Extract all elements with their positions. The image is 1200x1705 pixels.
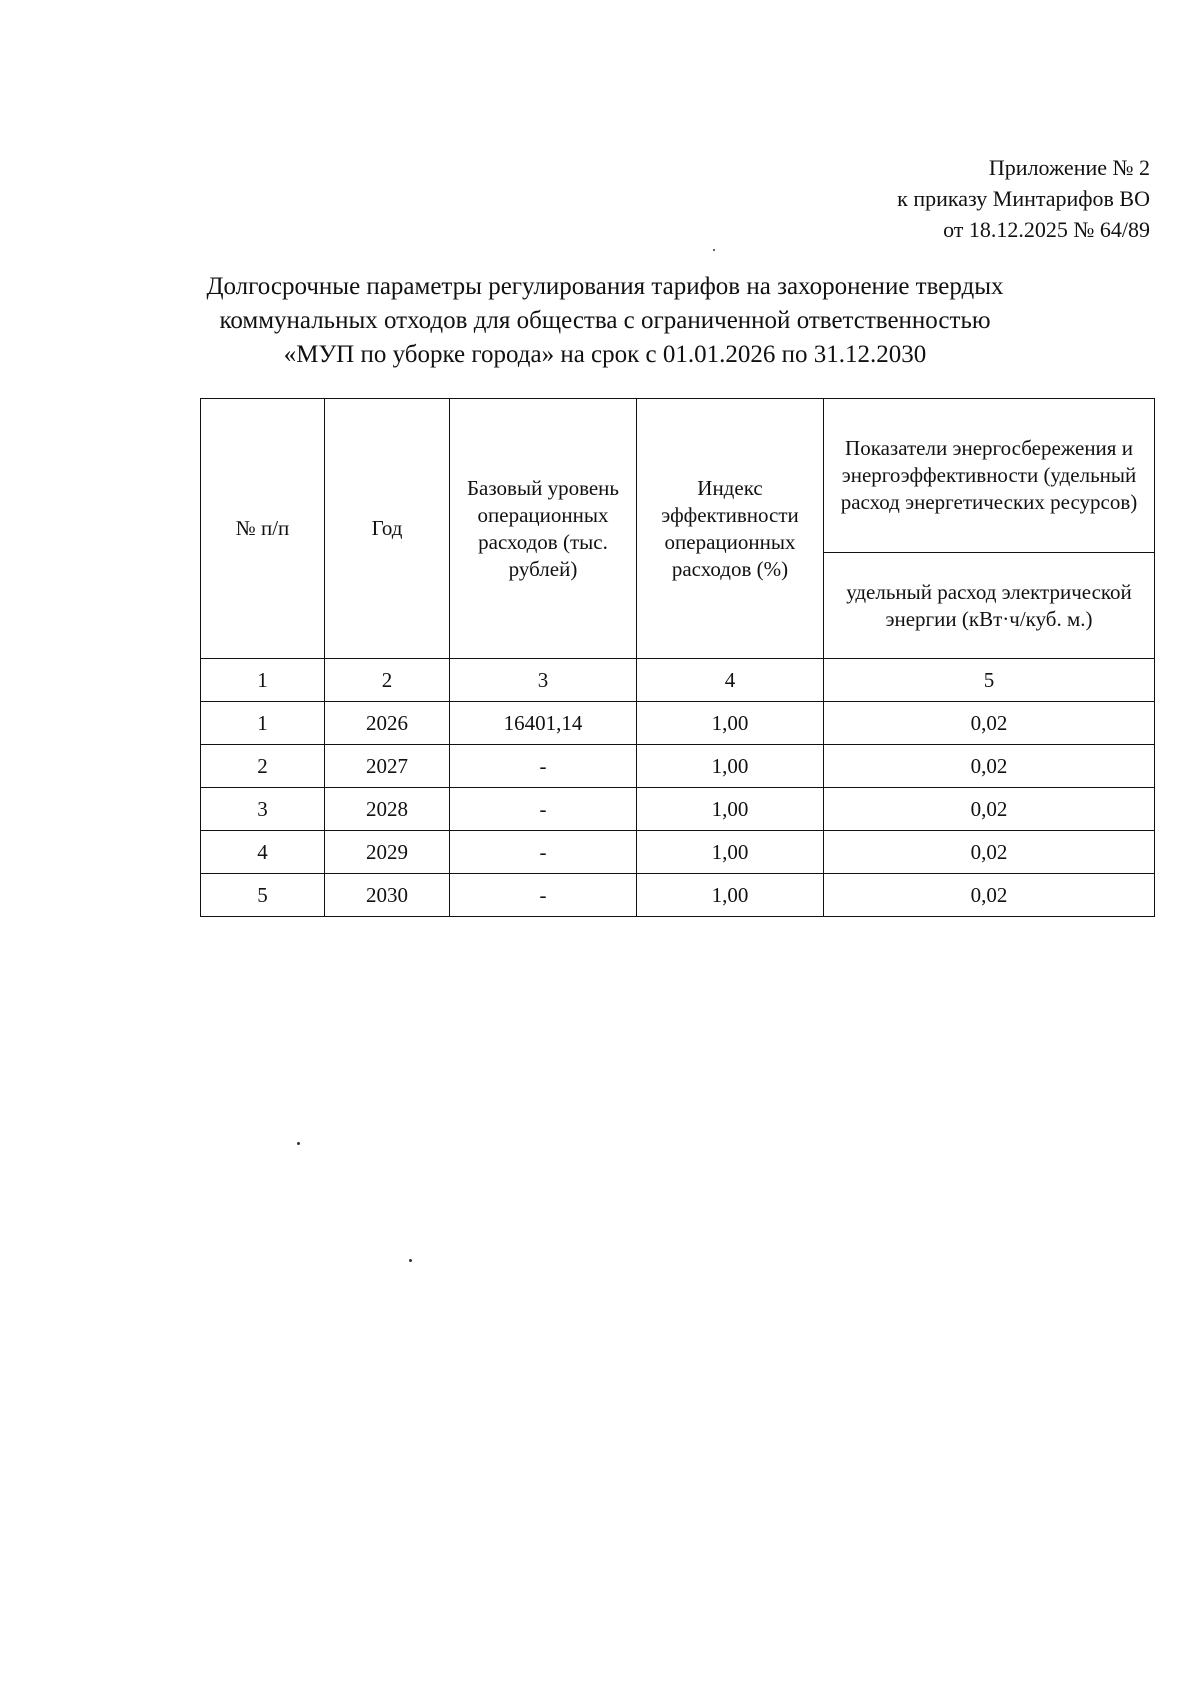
table-row: [201, 745, 1155, 788]
title-line-3: «МУП по уборке города» на срок с 01.01.2026 по 31.12.2030: [283, 341, 927, 368]
cell-num: 4: [201, 831, 325, 874]
cell-base: 16401,14: [450, 702, 637, 745]
title-line-2: коммунальных отходов для общества с ограниченной ответственностью: [219, 307, 991, 334]
appendix-order-ref: к приказу Минтарифов ВО: [897, 186, 1150, 211]
appendix-reference: [897, 152, 1150, 245]
table-row: [201, 874, 1155, 917]
cell-year: 2027: [325, 745, 450, 788]
scan-speck: [409, 1259, 412, 1262]
cell-energy: 0,02: [824, 831, 1155, 874]
cell-base: -: [450, 745, 637, 788]
header-efficiency-index: Индекс эффективности операционных расходов (%): [637, 399, 824, 659]
cell-index: 1,00: [637, 745, 824, 788]
parameters-table: [200, 398, 1155, 917]
cell-year: 2028: [325, 788, 450, 831]
header-base-level: Базовый уровень операционных расходов (тыс. рублей): [450, 399, 637, 659]
scan-speck: [713, 249, 715, 251]
cell-year: 2026: [325, 702, 450, 745]
table-row: [201, 788, 1155, 831]
document-title: [160, 270, 1050, 372]
cell-base: -: [450, 831, 637, 874]
cell-index: 1,00: [637, 831, 824, 874]
cell-energy: 0,02: [824, 874, 1155, 917]
appendix-number: Приложение № 2: [988, 155, 1150, 180]
cell-index: 1,00: [637, 788, 824, 831]
cell-energy: 0,02: [824, 788, 1155, 831]
title-line-1: Долгосрочные параметры регулирования тарифов на захоронение твердых: [206, 273, 1004, 300]
cell-num: 1: [201, 702, 325, 745]
header-year: Год: [325, 399, 450, 659]
cell-base: -: [450, 874, 637, 917]
column-number-row: [201, 659, 1155, 702]
cell-index: 1,00: [637, 702, 824, 745]
column-number: 2: [325, 659, 450, 702]
cell-base: -: [450, 788, 637, 831]
table-row: [201, 831, 1155, 874]
column-number: 4: [637, 659, 824, 702]
cell-energy: 0,02: [824, 702, 1155, 745]
column-number: 3: [450, 659, 637, 702]
header-energy-group: Показатели энергосбережения и энергоэффективности (удельный расход энергетических ресурсов): [824, 399, 1155, 553]
table-header-row: [201, 399, 1155, 553]
header-num: № п/п: [201, 399, 325, 659]
cell-num: 2: [201, 745, 325, 788]
appendix-order-date: от 18.12.2025 № 64/89: [943, 217, 1150, 242]
column-number: 1: [201, 659, 325, 702]
cell-num: 5: [201, 874, 325, 917]
cell-year: 2029: [325, 831, 450, 874]
column-number: 5: [824, 659, 1155, 702]
header-energy-sub: удельный расход электрической энергии (кВт·ч/куб. м.): [824, 553, 1155, 659]
cell-year: 2030: [325, 874, 450, 917]
cell-num: 3: [201, 788, 325, 831]
scan-speck: [297, 1142, 300, 1145]
cell-index: 1,00: [637, 874, 824, 917]
cell-energy: 0,02: [824, 745, 1155, 788]
table-row: [201, 702, 1155, 745]
